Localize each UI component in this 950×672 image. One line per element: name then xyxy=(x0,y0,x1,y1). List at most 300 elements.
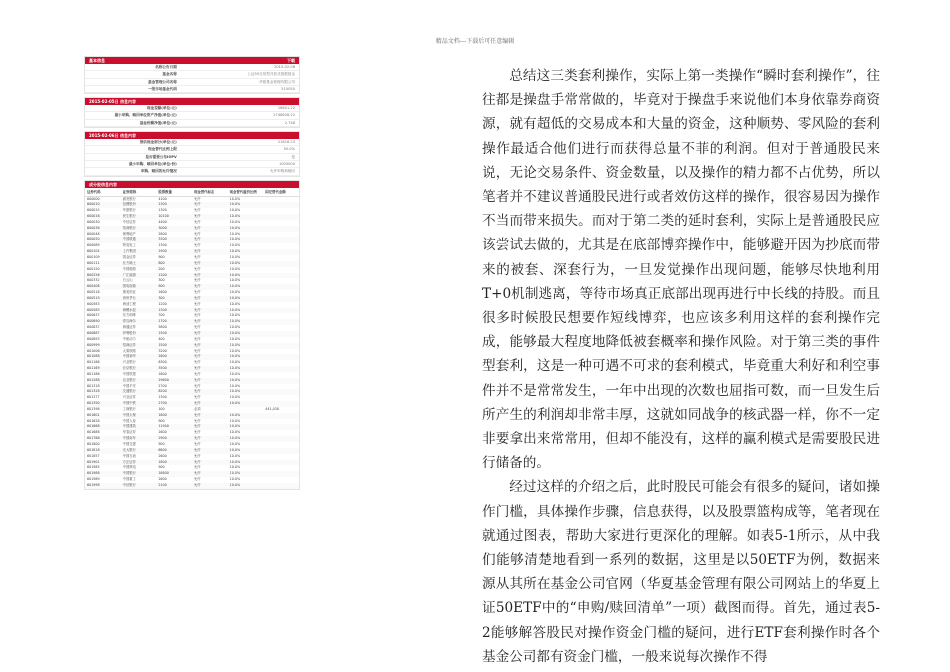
kv-key: 基金名称 xyxy=(162,72,177,77)
table-cell: 10.0% xyxy=(229,219,241,224)
table-cell: 允许 xyxy=(193,477,201,482)
table-cell: 601901 xyxy=(85,460,121,466)
table-cell: 10.0% xyxy=(228,331,264,337)
table-cell: 1800 xyxy=(156,460,192,466)
kv-key: 基金份额净值(单位:元) xyxy=(139,120,177,125)
table-cell: 10.0% xyxy=(228,401,264,407)
table-cell: 10.0% xyxy=(228,413,264,419)
table-cell: 1300 xyxy=(156,308,192,314)
kv-key: 一级市场基金代码 xyxy=(148,86,177,91)
table-cell: 3300 xyxy=(156,237,192,243)
kv-row xyxy=(85,139,299,146)
table-cell: 允许 xyxy=(193,325,201,330)
table-cell: 11900 xyxy=(156,424,192,430)
table-cell: 10.0% xyxy=(228,389,264,395)
table-cell: 601601 xyxy=(85,413,121,419)
table-cell: 1200 xyxy=(156,273,192,279)
table-cell: 华夏银行 xyxy=(122,208,136,213)
table-cell: 600104 xyxy=(85,249,121,255)
kv-value: 50.0% xyxy=(283,147,295,152)
table-cell: 10.0% xyxy=(228,354,264,360)
kv-row xyxy=(85,146,299,153)
table-cell: 允许 xyxy=(192,273,228,279)
table-cell: 10.0% xyxy=(229,348,241,353)
table-cell xyxy=(263,483,299,489)
table-cell: 中国太保 xyxy=(121,413,157,419)
table-cell: 601766 xyxy=(85,436,121,442)
table-cell: 600690 xyxy=(85,319,121,325)
table-cell: 601998 xyxy=(85,483,121,489)
table-cell: 3500 xyxy=(156,366,192,372)
table-cell: 1300 xyxy=(158,395,167,400)
table-cell: 允许 xyxy=(192,448,228,454)
table-cell: 上汽集团 xyxy=(121,249,157,255)
kv-row xyxy=(85,112,299,119)
table-cell: 海螺水泥 xyxy=(121,308,157,314)
table-cell: 中国建筑 xyxy=(121,424,157,430)
table-cell: 10.0% xyxy=(228,471,264,477)
table-cell: 中国核电 xyxy=(122,465,136,470)
kv-value: 2.748 xyxy=(284,120,295,125)
table-cell: 1600 xyxy=(158,430,167,435)
kv-row xyxy=(85,161,299,168)
kv-row xyxy=(85,71,299,78)
download-link[interactable]: 下载 xyxy=(287,58,295,63)
table-cell: 600887 xyxy=(85,331,121,337)
kv-row xyxy=(85,105,299,112)
table-cell: 200 xyxy=(158,266,165,271)
table-cell: 中国重工 xyxy=(122,477,136,482)
table-cell: 中国铁建 xyxy=(122,371,136,376)
table-cell: 10.0% xyxy=(229,313,241,318)
table-cell: 600518 xyxy=(87,290,100,295)
kv-value: 允许申购和赎回 xyxy=(269,169,295,174)
curr-day-section xyxy=(84,131,300,176)
table-cell: 允许 xyxy=(193,313,201,318)
column-header: 固定替代金额 xyxy=(263,188,299,197)
table-cell: 600585 xyxy=(85,308,121,314)
table-cell: 允许 xyxy=(193,266,201,271)
table-cell: 康美药业 xyxy=(122,290,136,295)
table-cell: 10.0% xyxy=(228,249,264,255)
table-cell: 600893 xyxy=(87,336,100,341)
table-cell: 800 xyxy=(156,261,192,267)
table-cell: 国金证券 xyxy=(122,255,136,259)
table-cell: 允许 xyxy=(192,366,228,372)
table-cell: 允许 xyxy=(192,214,228,220)
table-cell: 中国船舶 xyxy=(122,266,136,271)
table-cell: 允许 xyxy=(192,261,228,267)
section-title: 2015-02-06日 信息内容 xyxy=(89,133,136,139)
table-cell: 允许 xyxy=(192,389,228,395)
table-cell: 允许 xyxy=(193,430,201,435)
table-cell: 600837 xyxy=(87,325,100,330)
table-cell: 600010 xyxy=(85,202,121,208)
table-cell: 600016 xyxy=(85,214,121,220)
prev-day-section xyxy=(84,97,300,128)
table-cell: 工商银行 xyxy=(122,406,136,411)
column-header: 证券代码 xyxy=(85,188,121,197)
table-cell: 4100 xyxy=(158,196,167,201)
table-cell: 允许 xyxy=(193,442,201,446)
kv-row xyxy=(85,86,299,93)
table-cell: 中国银行 xyxy=(121,471,157,477)
table-cell: 10.0% xyxy=(229,336,241,341)
table-cell: 允许 xyxy=(192,296,228,302)
table-cell: 10.0% xyxy=(228,436,264,442)
kv-row xyxy=(85,79,299,86)
table-cell: 600999 xyxy=(85,343,121,349)
table-cell: 1500 xyxy=(156,343,192,349)
kv-value: 21616.23 xyxy=(277,140,295,145)
table-cell: 10100 xyxy=(156,214,192,220)
table-cell: 大秦铁路 xyxy=(122,348,136,353)
table-cell: 601318 xyxy=(87,383,100,388)
table-cell: 允许 xyxy=(193,219,201,224)
table-row xyxy=(85,483,299,489)
table-cell: 10.0% xyxy=(229,418,241,423)
table-cell: 兴业银行 xyxy=(122,360,136,365)
table-cell: 1700 xyxy=(156,319,192,325)
kv-value: 是 xyxy=(291,154,295,159)
table-cell: 600637 xyxy=(87,313,100,318)
table-cell: 允许 xyxy=(193,301,201,306)
table-cell: 601288 xyxy=(85,378,121,384)
table-cell: 10.0% xyxy=(228,273,264,279)
section-title: 基本信息 xyxy=(89,58,105,63)
table-cell: 允许 xyxy=(193,255,201,259)
table-cell: 2700 xyxy=(156,401,192,407)
table-cell: 10.0% xyxy=(228,308,264,314)
table-cell: 10.0% xyxy=(229,453,241,458)
kv-key: 最小申购、赎回单位(单位:份) xyxy=(128,161,177,166)
table-cell: 601328 xyxy=(85,389,121,395)
table-cell: 300 xyxy=(158,278,165,283)
table-cell: 青岛海尔 xyxy=(121,319,157,325)
constituents-section xyxy=(84,180,300,490)
table-cell: 600109 xyxy=(87,255,100,259)
table-cell: 2600 xyxy=(158,477,167,482)
kv-key: 基金管理公司名称 xyxy=(148,79,177,84)
table-cell: 10.0% xyxy=(228,424,264,430)
table-cell: 包钢股份 xyxy=(121,202,157,208)
page-header-watermark: 精品文档---下载后可任意编辑 xyxy=(435,38,515,45)
table-cell: 10.0% xyxy=(228,261,264,267)
table-cell: 601988 xyxy=(85,471,121,477)
table-cell: 601006 xyxy=(87,348,100,353)
table-cell: 2800 xyxy=(158,231,167,236)
table-cell: 10.0% xyxy=(229,430,241,435)
table-cell: 中国石油 xyxy=(122,453,136,458)
table-cell: 601398 xyxy=(87,406,100,411)
table-cell: 10.0% xyxy=(229,243,241,248)
paragraph: 总结这三类套利操作，实际上第一类操作“瞬时套利操作”，往往都是操盘手常常做的，毕竟对于操盘手来说他们本身依靠券商资源，就有超低的交易成本和大量的资金，这种顺势、零风险的套利操作最适合他们进行而获得总量不菲的利润。但对于普通股民来说，无论交易条件、资金数量，以及操作的精力都不占优势，所以笔者并不建议普通股民进行或者效仿这样的操作，很容易因为操作不当而带来损失。而对于第二类的延时套利，实际上是普通股民应该尝试去做的，尤其是在底部博弈操作中，能够避开因为抄底而带来的被套、深套行为，一旦发觉操作出现问题，能够尽快地利用T+0机制逃离，等待市场真正底部出现再进行中长线的持股。而且很多时候股民想要作短线博弈，也应该多利用这样的套利操作完成，能够最大程度地降低被套概率和操作风险。对于第三类的事件型套利，这是一种可遇不可求的套利模式，毕竟重大利好和利空事件并不是常常发生，一年中出现的次数也屈指可数，而一旦发生后所产生的利润却非常丰厚，这就如同战争的核武器一样，你不一定非要拿出来常常用，但却不能没有，这样的赢利模式是需要股民进行储备的。 xyxy=(482,68,880,472)
table-cell: 允许 xyxy=(193,453,201,458)
table-cell: 10.0% xyxy=(228,460,264,466)
table-cell: 中信证券 xyxy=(122,219,136,224)
table-cell: 中国中铁 xyxy=(121,401,157,407)
table-cell: 5800 xyxy=(158,325,167,330)
kv-key: 现金差额(单位:元) xyxy=(146,106,177,111)
table-cell: 允许 xyxy=(192,226,228,232)
table-cell: 2600 xyxy=(158,453,167,458)
table-cell: 民生银行 xyxy=(121,214,157,220)
table-cell: 601857 xyxy=(87,453,100,458)
table-cell: 601166 xyxy=(87,360,100,365)
table-cell: 3200 xyxy=(158,348,167,353)
table-cell: 允许 xyxy=(193,243,201,248)
table-cell: 601818 xyxy=(85,448,121,454)
basic-info-section xyxy=(84,56,300,94)
table-cell: 方正证券 xyxy=(121,460,157,466)
table-cell: 10.0% xyxy=(229,231,241,236)
constituents-table xyxy=(85,188,299,489)
table-cell: 600256 xyxy=(85,273,121,279)
table-cell: 10.0% xyxy=(228,296,264,302)
table-cell: 允许 xyxy=(193,395,201,400)
table-cell: 400 xyxy=(158,336,165,341)
table-cell: 10.0% xyxy=(229,477,241,482)
table-cell: 600036 xyxy=(85,226,121,232)
table-cell: 允许 xyxy=(193,465,201,470)
table-cell: 601169 xyxy=(85,366,121,372)
paragraph: 经过这样的介绍之后，此时股民可能会有很多的疑问，诸如操作门槛，具体操作步骤，信息获得，以及股票篮构成等，笔者现在就通过图表，帮助大家进行更深化的理解。如表5-1所示，从中我们能够清楚地看到一系列的数据，这里是以50ETF为例，数据来源从其所在基金公司官网（华夏基金管理有限公司网站上的华夏上证50ETF中的“申购/赎回清单”一项）截图而得。首先，通过表5-2能够解答股民对操作资金门槛的疑问，进行ETF套利操作时各个基金公司都有资金门槛，一般来说每次操作不得 xyxy=(482,479,880,665)
column-header: 现金替代溢价比例 xyxy=(228,188,264,197)
table-cell: 允许 xyxy=(192,343,228,349)
table-cell: 1600 xyxy=(158,371,167,376)
kv-key: 预估现金部分(单位:元) xyxy=(139,140,177,145)
kv-value: 16601.22 xyxy=(277,106,295,111)
kv-row xyxy=(85,120,299,127)
table-cell: 4400 xyxy=(158,219,167,224)
table-cell: 允许 xyxy=(192,308,228,314)
table-cell: 允许 xyxy=(192,331,228,337)
table-cell: 1300 xyxy=(158,208,167,213)
table-cell: 600050 xyxy=(85,237,121,243)
table-cell: 10.0% xyxy=(229,360,241,365)
table-cell: 中航动力 xyxy=(122,336,136,341)
kv-key: 最小申购、赎回单位资产净值(单位:元) xyxy=(114,113,177,118)
table-cell: 中国平安 xyxy=(122,383,136,388)
table-cell: 允许 xyxy=(193,348,201,353)
key-value-list xyxy=(85,139,299,175)
table-cell: 10.0% xyxy=(229,208,241,213)
table-cell: 华泰证券 xyxy=(122,430,136,435)
article-body xyxy=(482,64,880,669)
table-cell: 1300 xyxy=(158,243,167,248)
table-cell: 10.0% xyxy=(229,255,241,259)
table-cell: 19600 xyxy=(156,378,192,384)
table-cell: 10.0% xyxy=(228,237,264,243)
table-cell: 601186 xyxy=(87,371,100,376)
table-cell: 601628 xyxy=(87,418,100,423)
table-cell: 允许 xyxy=(192,424,228,430)
table-cell: 10.0% xyxy=(229,465,241,470)
table-cell: 600089 xyxy=(87,243,100,248)
table-cell: 1200 xyxy=(158,301,167,306)
table-cell: 允许 xyxy=(193,336,201,341)
kv-row xyxy=(85,64,299,71)
table-cell: 8200 xyxy=(156,389,192,395)
table-cell: 浦发银行 xyxy=(122,196,136,201)
table-cell: 601390 xyxy=(85,401,121,407)
table-cell: 10.0% xyxy=(228,448,264,454)
table-cell: 600150 xyxy=(87,266,100,271)
table-cell: 10.0% xyxy=(229,442,241,446)
table-header-row xyxy=(85,188,299,197)
column-header: 证券简称 xyxy=(121,188,157,197)
table-cell: 允许 xyxy=(192,319,228,325)
column-header: 股票数量 xyxy=(156,188,192,197)
table-cell: 招商证券 xyxy=(121,343,157,349)
table-cell: 允许 xyxy=(192,471,228,477)
table-cell: 1500 xyxy=(156,331,192,337)
table-cell: 16800 xyxy=(156,471,192,477)
table-cell: 10.0% xyxy=(229,301,241,306)
table-cell: 900 xyxy=(156,284,192,290)
table-cell: 光大银行 xyxy=(121,448,157,454)
table-cell: 允许 xyxy=(192,401,228,407)
table-cell: 10.0% xyxy=(228,202,264,208)
table-cell: 北方稀土 xyxy=(121,261,157,267)
etf-purchase-redemption-screenshot xyxy=(84,56,300,620)
table-cell: 允许 xyxy=(193,231,201,236)
table-cell: 10.0% xyxy=(228,366,264,372)
table-cell: 10.0% xyxy=(228,483,264,489)
table-cell: 允许 xyxy=(193,278,201,283)
kv-row xyxy=(85,154,299,161)
table-cell: 农业银行 xyxy=(121,378,157,384)
table-cell: 允许 xyxy=(193,196,201,201)
kv-value: 上证50交易型开放式指数基金 xyxy=(247,72,295,77)
table-cell: 海油工程 xyxy=(122,301,136,306)
table-cell: 中信银行 xyxy=(121,483,157,489)
table-cell: 10.0% xyxy=(228,226,264,232)
table-cell: 10.0% xyxy=(228,214,264,220)
kv-row xyxy=(85,168,299,175)
table-cell: 1600 xyxy=(158,290,167,295)
kv-value: 华夏基金管理有限公司 xyxy=(259,79,295,84)
table-cell: 601088 xyxy=(85,354,121,360)
table-cell: 海通证券 xyxy=(122,325,136,330)
table-cell: 允许 xyxy=(193,418,201,423)
table-cell: 伊利股份 xyxy=(121,331,157,337)
table-cell: 100 xyxy=(158,406,165,411)
table-cell: 10.0% xyxy=(229,371,241,376)
table-cell: 允许 xyxy=(192,413,228,419)
table-cell: 6300 xyxy=(158,360,167,365)
table-cell: 600015 xyxy=(87,208,100,213)
table-cell: 300 xyxy=(156,296,192,302)
table-cell: 600332 xyxy=(87,278,100,283)
table-cell: 10.0% xyxy=(229,325,241,330)
table-cell: 允许 xyxy=(192,202,228,208)
table-cell: 2900 xyxy=(156,436,192,442)
table-cell: 600000 xyxy=(87,196,100,201)
table-cell: 10.0% xyxy=(229,290,241,295)
table-cell: 特变电工 xyxy=(122,243,136,248)
key-value-list xyxy=(85,105,299,127)
table-cell: 10.0% xyxy=(229,395,241,400)
table-cell: 交通银行 xyxy=(121,389,157,395)
kv-key: 申购、赎回的允许情况 xyxy=(140,169,177,174)
table-cell: 10.0% xyxy=(228,343,264,349)
table-cell: 保利地产 xyxy=(122,231,136,236)
table-cell: 允许 xyxy=(192,460,228,466)
table-cell: 允许 xyxy=(193,360,201,365)
table-cell: 601668 xyxy=(85,424,121,430)
table-cell: 601985 xyxy=(87,465,100,470)
section-title: 2015-02-05日 信息内容 xyxy=(89,99,136,105)
table-cell: 必须 xyxy=(193,406,201,411)
table-cell: 600030 xyxy=(87,219,100,224)
table-cell: 广汇能源 xyxy=(121,273,157,279)
table-cell: 贵州茅台 xyxy=(121,296,157,302)
table-cell: 700 xyxy=(158,313,165,318)
table-cell: 北京银行 xyxy=(121,366,157,372)
table-cell: 6800 xyxy=(156,448,192,454)
table-cell: 招商银行 xyxy=(121,226,157,232)
table-cell: 1300 xyxy=(156,202,192,208)
table-cell: 900 xyxy=(158,465,165,470)
table-cell: 兴业证券 xyxy=(122,395,136,400)
table-cell: 601989 xyxy=(87,477,100,482)
kv-value: 1000000 xyxy=(278,161,295,166)
table-cell: 国电南瑞 xyxy=(121,284,157,290)
kv-key: 是否需要公布IOPV xyxy=(145,154,177,159)
table-cell: 900 xyxy=(158,418,165,423)
section-title: 成分股信息内容 xyxy=(89,181,117,187)
kv-value: 2015-02-06 xyxy=(274,65,295,69)
table-cell: 10.0% xyxy=(229,196,241,201)
table-cell: 600111 xyxy=(85,261,121,267)
table-cell: 中国神华 xyxy=(121,354,157,360)
key-value-list xyxy=(85,64,299,93)
table-cell: 10.0% xyxy=(229,266,241,271)
table-cell: 600519 xyxy=(85,296,121,302)
table-cell: 允许 xyxy=(193,371,201,376)
table-cell: 允许 xyxy=(192,284,228,290)
table-cell: 10.0% xyxy=(228,284,264,290)
table-cell: 2700 xyxy=(158,383,167,388)
table-cell: 东方明珠 xyxy=(122,313,136,318)
table-cell: 1800 xyxy=(156,413,192,419)
table-cell: 中国人寿 xyxy=(122,418,136,423)
table-cell: 允许 xyxy=(193,290,201,295)
table-cell: 10.0% xyxy=(228,319,264,325)
table-cell: 600048 xyxy=(87,231,100,236)
table-cell: 10.0% xyxy=(229,383,241,388)
table-cell: 白云山 xyxy=(122,278,133,283)
table-cell: 允许 xyxy=(193,383,201,388)
table-cell: 中国交建 xyxy=(122,442,136,446)
table-cell: 允许 xyxy=(192,354,228,360)
kv-value: 2748628.22 xyxy=(273,113,295,118)
table-cell: 允许 xyxy=(192,436,228,442)
kv-key: 名称公告日期 xyxy=(155,65,177,69)
table-cell: 中国南车 xyxy=(121,436,157,442)
table-cell: 2100 xyxy=(156,483,192,489)
table-cell: 900 xyxy=(158,442,165,446)
table-cell: 允许 xyxy=(192,249,228,255)
table-cell: 1800 xyxy=(156,354,192,360)
table-cell: 允许 xyxy=(192,237,228,243)
table-cell: 10.0% xyxy=(228,378,264,384)
kv-key: 现金替代比例上限 xyxy=(148,147,177,152)
table-cell: 900 xyxy=(158,255,165,259)
table-cell: 中国联通 xyxy=(121,237,157,243)
table-cell: 3000 xyxy=(156,226,192,232)
